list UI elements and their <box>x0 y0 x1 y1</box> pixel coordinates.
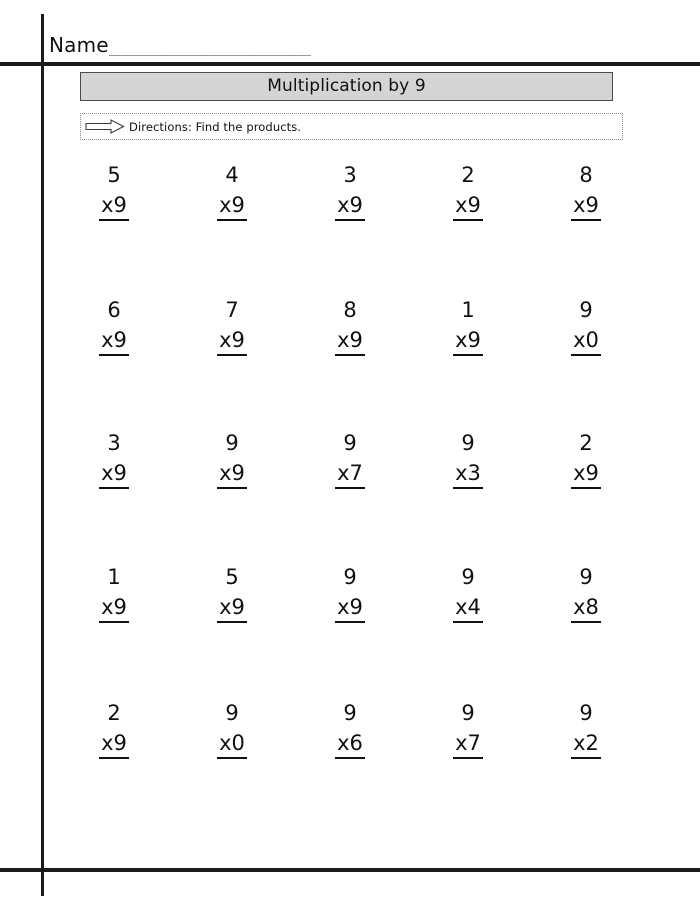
multiplier: x9 <box>217 594 247 623</box>
multiplicand: 9 <box>343 701 357 725</box>
name-field[interactable] <box>49 22 469 56</box>
problem-cell[interactable] <box>173 162 291 232</box>
problem-cell[interactable] <box>527 430 645 500</box>
multiplier: x8 <box>571 594 601 623</box>
multiplier: x9 <box>99 327 129 356</box>
multiplicand: 8 <box>343 298 357 322</box>
multiplier: x4 <box>453 594 483 623</box>
problem-cell[interactable] <box>173 430 291 500</box>
multiplicand: 2 <box>579 431 593 455</box>
multiplier: x7 <box>453 730 483 759</box>
multiplicand: 9 <box>225 701 239 725</box>
multiplicand: 9 <box>579 701 593 725</box>
multiplier: x0 <box>571 327 601 356</box>
multiplier: x9 <box>217 460 247 489</box>
multiplier: x9 <box>335 192 365 221</box>
problem-cell[interactable] <box>291 430 409 500</box>
problem-cell[interactable] <box>527 700 645 770</box>
multiplicand: 9 <box>579 298 593 322</box>
problem-cell[interactable] <box>55 700 173 770</box>
directions-box <box>80 113 623 140</box>
problem-cell[interactable] <box>527 162 645 232</box>
problem-cell[interactable] <box>55 564 173 634</box>
problem-cell[interactable] <box>173 297 291 367</box>
problem-cell[interactable] <box>291 162 409 232</box>
problem-grid <box>55 162 645 802</box>
problem-cell[interactable] <box>55 430 173 500</box>
problem-row <box>55 162 645 232</box>
problem-cell[interactable] <box>409 297 527 367</box>
worksheet-title-bar <box>80 72 613 101</box>
left-margin-rule <box>41 14 44 896</box>
multiplicand: 7 <box>225 298 239 322</box>
problem-cell[interactable] <box>409 162 527 232</box>
right-arrow-icon <box>85 119 125 134</box>
multiplier: x9 <box>99 460 129 489</box>
multiplier: x7 <box>335 460 365 489</box>
multiplier: x9 <box>217 327 247 356</box>
header-rule <box>0 62 700 66</box>
multiplier: x9 <box>571 192 601 221</box>
multiplier: x9 <box>335 594 365 623</box>
problem-cell[interactable] <box>409 430 527 500</box>
multiplicand: 5 <box>107 163 121 187</box>
name-blank-line[interactable]: _______________________ <box>108 34 312 56</box>
multiplier: x9 <box>571 460 601 489</box>
problem-cell[interactable] <box>173 564 291 634</box>
problem-cell[interactable] <box>527 297 645 367</box>
page-title: Multiplication by 9 <box>267 76 426 96</box>
multiplier: x9 <box>453 192 483 221</box>
problem-row <box>55 430 645 500</box>
multiplicand: 9 <box>461 431 475 455</box>
multiplicand: 2 <box>461 163 475 187</box>
multiplicand: 1 <box>107 565 121 589</box>
multiplicand: 9 <box>579 565 593 589</box>
problem-cell[interactable] <box>55 162 173 232</box>
multiplicand: 5 <box>225 565 239 589</box>
problem-cell[interactable] <box>409 700 527 770</box>
multiplier: x0 <box>217 730 247 759</box>
problem-cell[interactable] <box>173 700 291 770</box>
problem-cell[interactable] <box>291 700 409 770</box>
multiplier: x9 <box>453 327 483 356</box>
multiplicand: 9 <box>343 565 357 589</box>
multiplicand: 3 <box>107 431 121 455</box>
problem-row <box>55 564 645 634</box>
problem-row <box>55 700 645 770</box>
multiplicand: 9 <box>461 565 475 589</box>
problem-cell[interactable] <box>55 297 173 367</box>
multiplier: x9 <box>217 192 247 221</box>
directions-text: Directions: Find the products. <box>129 119 302 134</box>
multiplicand: 6 <box>107 298 121 322</box>
multiplicand: 8 <box>579 163 593 187</box>
multiplier: x3 <box>453 460 483 489</box>
problem-cell[interactable] <box>527 564 645 634</box>
multiplicand: 4 <box>225 163 239 187</box>
problem-cell[interactable] <box>409 564 527 634</box>
multiplier: x2 <box>571 730 601 759</box>
multiplier: x6 <box>335 730 365 759</box>
problem-row <box>55 297 645 367</box>
problem-cell[interactable] <box>291 297 409 367</box>
multiplicand: 9 <box>461 701 475 725</box>
multiplier: x9 <box>99 594 129 623</box>
multiplicand: 9 <box>343 431 357 455</box>
problem-cell[interactable] <box>291 564 409 634</box>
multiplicand: 1 <box>461 298 475 322</box>
multiplier: x9 <box>99 730 129 759</box>
multiplicand: 3 <box>343 163 357 187</box>
multiplicand: 2 <box>107 701 121 725</box>
multiplier: x9 <box>335 327 365 356</box>
multiplier: x9 <box>99 192 129 221</box>
name-label: Name <box>49 33 109 57</box>
footer-rule <box>0 868 700 872</box>
multiplicand: 9 <box>225 431 239 455</box>
